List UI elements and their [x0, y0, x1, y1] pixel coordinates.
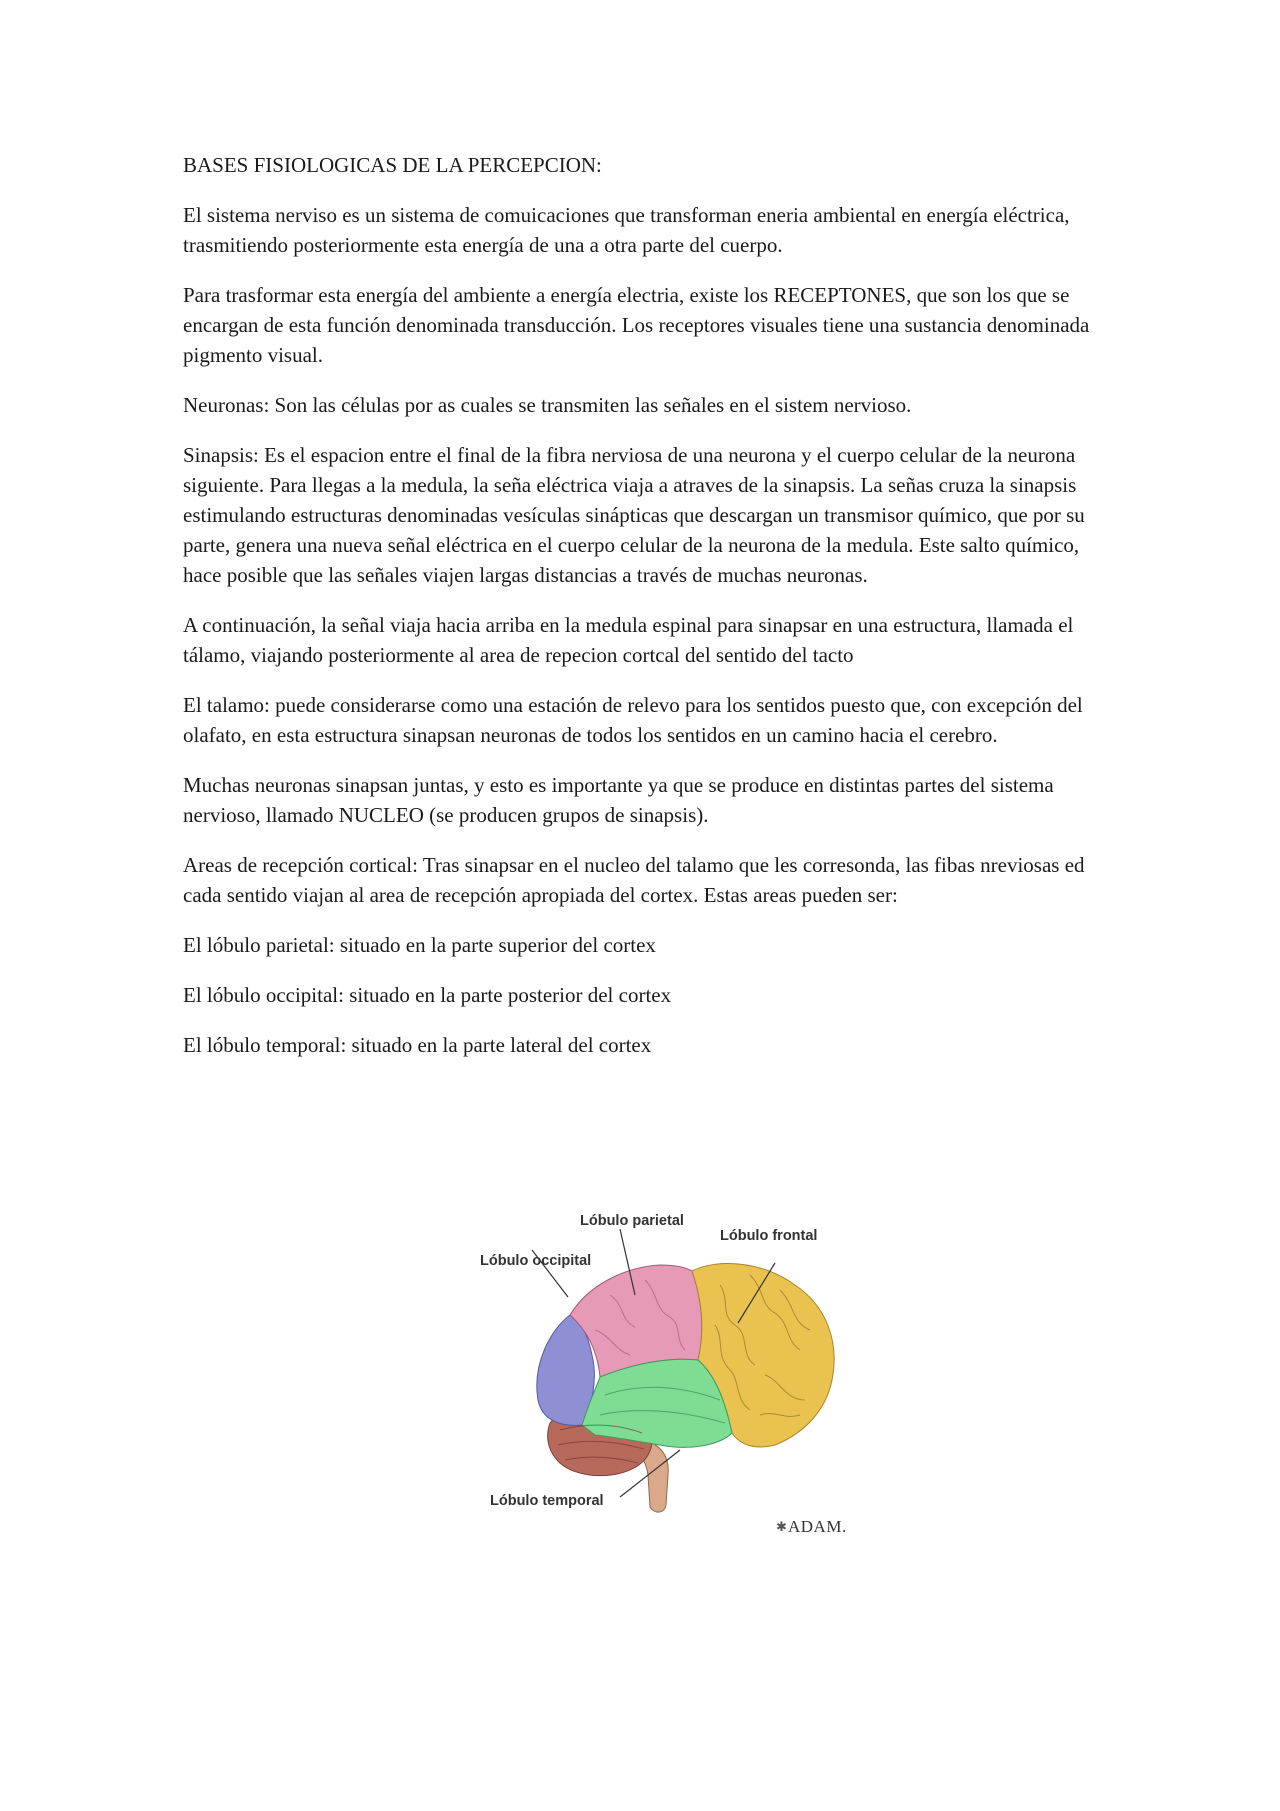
label-lobulo-occipital: Lóbulo occipital: [480, 1253, 592, 1269]
brain-lobes-figure: [420, 1205, 880, 1545]
paragraph-sinapsis: Sinapsis: Es el espacion entre el final de la fibra nerviosa de una neurona y el cuerpo celular de la neurona siguiente. Para llegas a la medula, la seña eléctrica viaja a atraves de la sinapsis. La señas cruza la sinapsis estimulando estructuras denominadas vesículas sinápticas que descargan un transmisor químico, que por su parte, genera una nueva señal eléctrica en el cuerpo celular de la neurona de la medula. Este salto químico, hace posible que las señales viajen largas distancias a través de muchas neuronas.: [183, 443, 1085, 587]
label-lobulo-temporal: Lóbulo temporal: [490, 1493, 604, 1509]
brain-illustration: [420, 1205, 880, 1545]
paragraph-lobulo-occipital: El lóbulo occipital: situado en la parte posterior del cortex: [183, 983, 672, 1007]
paragraph-talamo: El talamo: puede considerarse como una estación de relevo para los sentidos puesto que, con excepción del olafato, en esta estructura sinapsan neuronas de todos los sentidos en un camino hacia el cerebro.: [183, 693, 1083, 747]
adam-logo-icon: ✱: [776, 1520, 787, 1535]
label-lobulo-frontal: Lóbulo frontal: [720, 1228, 818, 1244]
paragraph-receptores: Para trasformar esta energía del ambiente a energía electria, existe los RECEPTONES, que son los que se encargan de esta función denominada transducción. Los receptores visuales tiene una sustancia denominada pigmento visual.: [183, 283, 1090, 367]
paragraph-sistema-nervioso: El sistema nerviso es un sistema de comuicaciones que transforman eneria ambiental en energía eléctrica, trasmitiendo posteriormente esta energía de una a otra parte del cuerpo.: [183, 203, 1070, 257]
adam-credit: ADAM.: [788, 1517, 847, 1536]
paragraph-continuacion: A continuación, la señal viaja hacia arriba en la medula espinal para sinapsar en una estructura, llamada el tálamo, viajando posteriormente al area de repecion cortcal del sentido del tacto: [183, 613, 1074, 667]
label-lobulo-parietal: Lóbulo parietal: [580, 1213, 684, 1229]
document-title: BASES FISIOLOGICAS DE LA PERCEPCION:: [183, 153, 602, 177]
paragraph-nucleo: Muchas neuronas sinapsan juntas, y esto es importante ya que se produce en distintas partes del sistema nervioso, llamado NUCLEO (se producen grupos de sinapsis).: [183, 773, 1054, 827]
paragraph-lobulo-parietal: El lóbulo parietal: situado en la parte superior del cortex: [183, 933, 656, 957]
document-body: [183, 150, 1103, 1080]
paragraph-neuronas: Neuronas: Son las células por as cuales se transmiten las señales en el sistem nervioso.: [183, 393, 912, 417]
paragraph-areas-recepcion: Areas de recepción cortical: Tras sinapsar en el nucleo del talamo que les corresonda, las fibas nreviosas ed cada sentido viajan al area de recepción apropiada del cortex. Estas areas pueden ser:: [183, 853, 1085, 907]
paragraph-lobulo-temporal: El lóbulo temporal: situado en la parte lateral del cortex: [183, 1033, 652, 1057]
